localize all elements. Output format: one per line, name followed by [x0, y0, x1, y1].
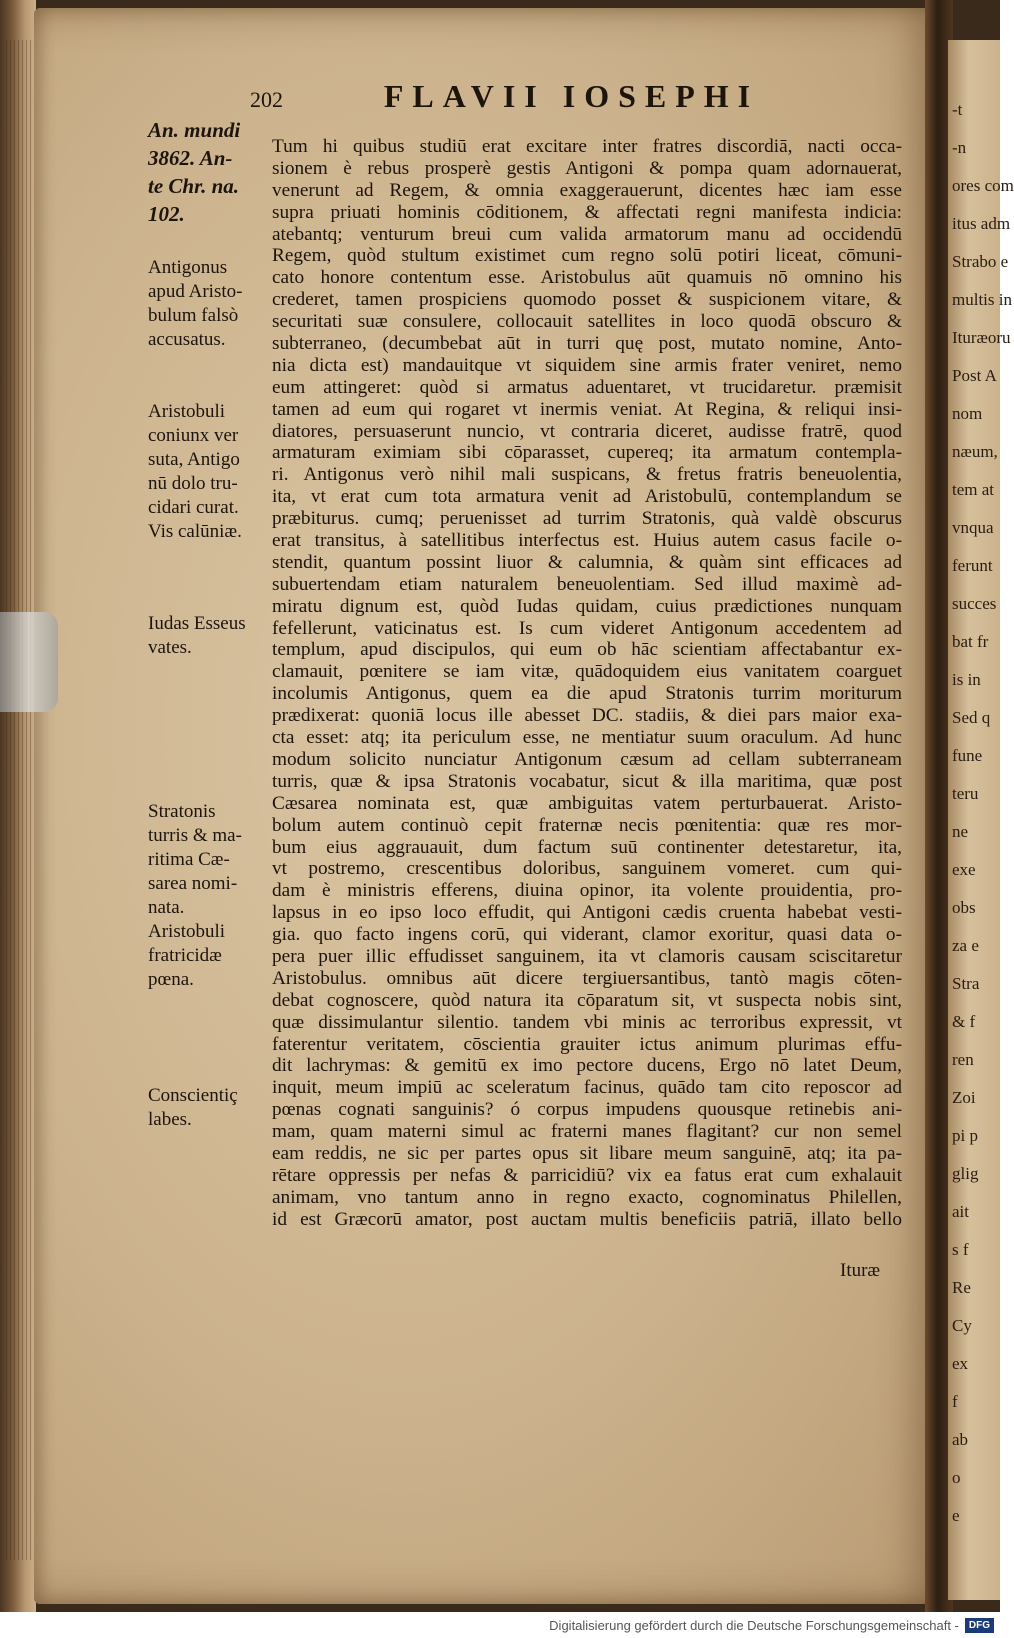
text-line: Regem, quòd stultum existimet cum regno solū potiri liceat, cōmuni-	[272, 245, 902, 267]
margin-line: fratricidæ	[148, 945, 222, 966]
text-line: inquit, meum impiū ac sceleratum facinus, quādo tam cito reposcor ad	[272, 1077, 902, 1099]
margin-date-note	[148, 116, 266, 228]
facing-page-text: multis in	[952, 290, 1012, 309]
facing-page-text: ferunt	[952, 556, 993, 575]
facing-page-text: Ituræoru	[952, 328, 1011, 347]
text-line: rētare oppressis per nefas & parricidiū? vix ea fatus erat cum exhalauit	[272, 1164, 902, 1186]
text-line: dam è ministris efferens, diuina opinor, ita volente prouidentia, pro-	[272, 880, 902, 902]
text-line: venerunt ad Regem, & omnia exaggerauerunt, dicentes hæc iam esse	[272, 179, 902, 201]
facing-page-text: f	[952, 1392, 958, 1411]
facing-page-text: & f	[952, 1012, 976, 1031]
facing-page-text: nom	[952, 404, 983, 423]
margin-line: Conscientiç	[148, 1085, 238, 1106]
text-line: diatores, persuaserunt nuncio, vt contraria diceret, audisse fratrē, quod	[272, 420, 902, 442]
main-text-block	[272, 136, 902, 1231]
text-line: subuertendam etiam naturalem beneuolentiam. Sed illud maximè ad-	[272, 573, 902, 595]
text-line: tamen ad eum qui rogaret vt inermis veniat. At Regina, & reliqui insi-	[272, 398, 902, 420]
margin-line: 102.	[148, 202, 185, 226]
text-line: modum solicito nunciatur Antigonum cæsum ad cellam subterraneam	[272, 748, 902, 770]
footer-credit: Digitalisierung gefördert durch die Deutsche Forschungsgemeinschaft -	[549, 1617, 959, 1633]
facing-page-text: -t	[952, 100, 963, 119]
facing-page-text: ne	[952, 822, 969, 841]
margin-line: Aristobuli	[148, 921, 226, 942]
facing-page-text: Post A	[952, 366, 997, 385]
margin-line: nū dolo tru-	[148, 473, 238, 494]
margin-line: bulum falsò	[148, 305, 239, 326]
margin-line: vates.	[148, 637, 192, 658]
text-line: nia dicta est) mandauitque vt siquidem sine armis frater veniret, nemo	[272, 354, 902, 376]
text-line: ri. Antigonus verò nihil mali suspicans, & fretus fratris beneuolentia,	[272, 464, 902, 486]
dfg-logo: DFG	[965, 1618, 994, 1633]
facing-page-text: o	[952, 1468, 961, 1487]
text-line: clamauit, pœnitere se iam vitæ, quādoquidem eius vanitatem coarguet	[272, 661, 902, 683]
text-line: debat cognoscere, quòd natura ita cōparatum sit, vt suspecta nobis sint,	[272, 989, 902, 1011]
margin-line: 3862. An-	[148, 146, 233, 170]
margin-line: Iudas Esseus	[148, 613, 246, 634]
running-head	[250, 78, 880, 115]
text-line: cta esset: atq; ita periculum esse, ne mentiatur suum oraculum. Ad hunc	[272, 727, 902, 749]
margin-line: apud Aristo-	[148, 281, 243, 302]
margin-note-iudas	[148, 612, 266, 660]
text-line: vt postremo, crescentibus doloribus, sanguinem vomeret. cum qui-	[272, 858, 902, 880]
facing-page-text: tem at	[952, 480, 995, 499]
text-line: crederet, tamen prospiciens quomodo posset & suspicionem vitare, &	[272, 289, 902, 311]
margin-line: nata.	[148, 897, 185, 918]
catchword: Ituræ	[840, 1260, 881, 1281]
facing-page-text: obs	[952, 898, 976, 917]
margin-line: labes.	[148, 1109, 192, 1130]
text-line: pera puer illic effudisset sanguinem, ita vt clamoris causam sciscitaretur	[272, 945, 902, 967]
text-line: sionem è rebus prosperè gestis Antigoni & pompa quam adornauerat,	[272, 157, 902, 179]
text-line: stendit, quantum possint liuor & calumnia, & quàm sint efficaces ad	[272, 551, 902, 573]
text-line: gia. quo facto ingens corū, qui viderant, clamor exoritur, quasi data o-	[272, 924, 902, 946]
facing-page-text: za e	[952, 936, 979, 955]
text-line: prædixerat: quoniā locus ille abesset DC. stadiis, & diei pars maior exa-	[272, 705, 902, 727]
margin-line: ritima Cæ-	[148, 849, 230, 870]
facing-page-text: s f	[952, 1240, 969, 1259]
facing-page-text: -n	[952, 138, 967, 157]
margin-line: Vis calūniæ.	[148, 521, 242, 542]
text-line: ita, vt erat cum tota armatura venit ad Aristobulū, contemplandum se	[272, 486, 902, 508]
facing-page-text: ab	[952, 1430, 969, 1449]
facing-page-text: succes	[952, 594, 997, 613]
margin-note-aristobuli-coniunx	[148, 400, 266, 544]
text-line: subterraneo, (decumbebat aūt in turri quę post, mutato nomine, Anto-	[272, 333, 902, 355]
text-line: securitati suæ consulere, collocauit satellites in loco quodā obscuro &	[272, 311, 902, 333]
facing-page-text: glig	[952, 1164, 979, 1183]
facing-page-text: Cy	[952, 1316, 972, 1335]
facing-page-fragment	[948, 40, 1014, 1600]
book-clip	[0, 612, 58, 712]
margin-line: accusatus.	[148, 329, 226, 350]
margin-line: sarea nomi-	[148, 873, 238, 894]
page-stack-lines	[6, 40, 32, 1560]
facing-page-text: Sed q	[952, 708, 991, 727]
facing-page-text: exe	[952, 860, 976, 879]
margin-note-antigonus	[148, 256, 266, 352]
margin-line: suta, Antigo	[148, 449, 240, 470]
text-line: mam, quam materni simul ac fraterni manes flagitant? cur non semel	[272, 1121, 902, 1143]
margin-note-stratonis	[148, 800, 266, 992]
text-line: bum eius aggrauauit, dum factum suū continenter detestaretur, ita,	[272, 836, 902, 858]
text-line: eum attingeret: quòd si armatus aduentaret, vt trucidaretur. præmisit	[272, 376, 902, 398]
facing-page-text: Re	[952, 1278, 971, 1297]
text-line: præbiturus. cumq; peruenisset ad turrim Stratonis, quà valdè obscurus	[272, 508, 902, 530]
facing-page-text: fune	[952, 746, 983, 765]
text-line: incolumis Antigonus, quem ea die apud Stratonis turrim moriturum	[272, 683, 902, 705]
text-line: turris, quæ & ipsa Stratonis vocabatur, sicut & illa maritima, quæ post	[272, 770, 902, 792]
margin-line: cidari curat.	[148, 497, 239, 518]
text-line: fefellerunt, vaticinatus est. Is cum videret Antigonum accedentem ad	[272, 617, 902, 639]
margin-line: Stratonis	[148, 801, 216, 822]
text-line: cato honore contentum esse. Aristobulus aūt quamuis nō omnino his	[272, 267, 902, 289]
facing-page-text: vnqua	[952, 518, 994, 537]
facing-page-text: bat fr	[952, 632, 989, 651]
text-line: eam reddis, ne sic per partes opus sit libare meum sanguinē, atq; ita pa-	[272, 1142, 902, 1164]
text-line: supra priuati hominis cōditionem, & affectati regni manifesta indicia:	[272, 201, 902, 223]
text-line: lapsus in eo ipso loco effudit, qui Antigoni cædis cruenta habebat vesti-	[272, 902, 902, 924]
text-line: erat transitus, à satellitibus interfectus est. Huius autem casus facile o-	[272, 530, 902, 552]
facing-page-text: næum,	[952, 442, 998, 461]
text-line: pœnas cognati sanguinis? ó corpus impudens quousque retinebis ani-	[272, 1099, 902, 1121]
text-line: quæ dissimulantur silentio. tandem vbi minis ac terroribus expressit, vt	[272, 1011, 902, 1033]
text-line: faterentur veritatem, cōscientia grauiter ictus animum plurimas effu-	[272, 1033, 902, 1055]
text-line: Aristobulus. omnibus aūt dicere tergiuersantibus, tantò magis cōten-	[272, 967, 902, 989]
facing-page-text: ores com	[952, 176, 1014, 195]
text-line: templum, apud discipulos, qui eum ob hāc scientiam affectabantur ex-	[272, 639, 902, 661]
footer-bar	[0, 1612, 1000, 1638]
facing-page-text: Zoi	[952, 1088, 976, 1107]
margin-line: coniunx ver	[148, 425, 239, 446]
text-line: atebantq; venturum breui cum valida armatorum manu ad occidendū	[272, 223, 902, 245]
page-number: 202	[250, 87, 283, 112]
text-line: Tum hi quibus studiū erat excitare inter fratres discordiā, nacti occa-	[272, 136, 902, 157]
facing-page-text: ren	[952, 1050, 974, 1069]
text-line: Cæsarea nominata est, quæ ambiguitas vatem perturbauerat. Aristo-	[272, 792, 902, 814]
text-line: dit lachrymas: & gemitū ex imo pectore ducens, Ergo nō latet Deum,	[272, 1055, 902, 1077]
margin-line: te Chr. na.	[148, 174, 240, 198]
facing-page-text: Strabo e	[952, 252, 1009, 271]
text-line: animam, vno tantum anno in regno exacto, cognominatus Philellen,	[272, 1186, 902, 1208]
margin-line: turris & ma-	[148, 825, 242, 846]
margin-line: Aristobuli	[148, 401, 226, 422]
facing-page-text: e	[952, 1506, 960, 1525]
margin-line: An. mundi	[148, 118, 241, 142]
margin-note-conscientia	[148, 1084, 266, 1132]
facing-page-text: ex	[952, 1354, 969, 1373]
margin-line: pœna.	[148, 969, 194, 990]
text-line: armaturam eximiam sibi cōparasset, cupereq; ita armatum contempla-	[272, 442, 902, 464]
facing-page-text: ait	[952, 1202, 969, 1221]
text-line: bolum autem continuò cepit fraternæ necis pœnitentia: quæ res mor-	[272, 814, 902, 836]
facing-page-text: teru	[952, 784, 979, 803]
text-line: id est Græcorū amator, post auctam multis beneficiis patriā, illato bello	[272, 1208, 902, 1230]
facing-page-text: itus adm	[952, 214, 1011, 233]
text-line: miratu dignum est, quòd Iudas quidam, cuius prædictiones nunquam	[272, 595, 902, 617]
facing-page-text: is in	[952, 670, 981, 689]
margin-line: Antigonus	[148, 257, 228, 278]
facing-page-text: Stra	[952, 974, 980, 993]
running-title: FLAVII IOSEPHI	[383, 78, 760, 114]
facing-page-text: pi p	[952, 1126, 978, 1145]
